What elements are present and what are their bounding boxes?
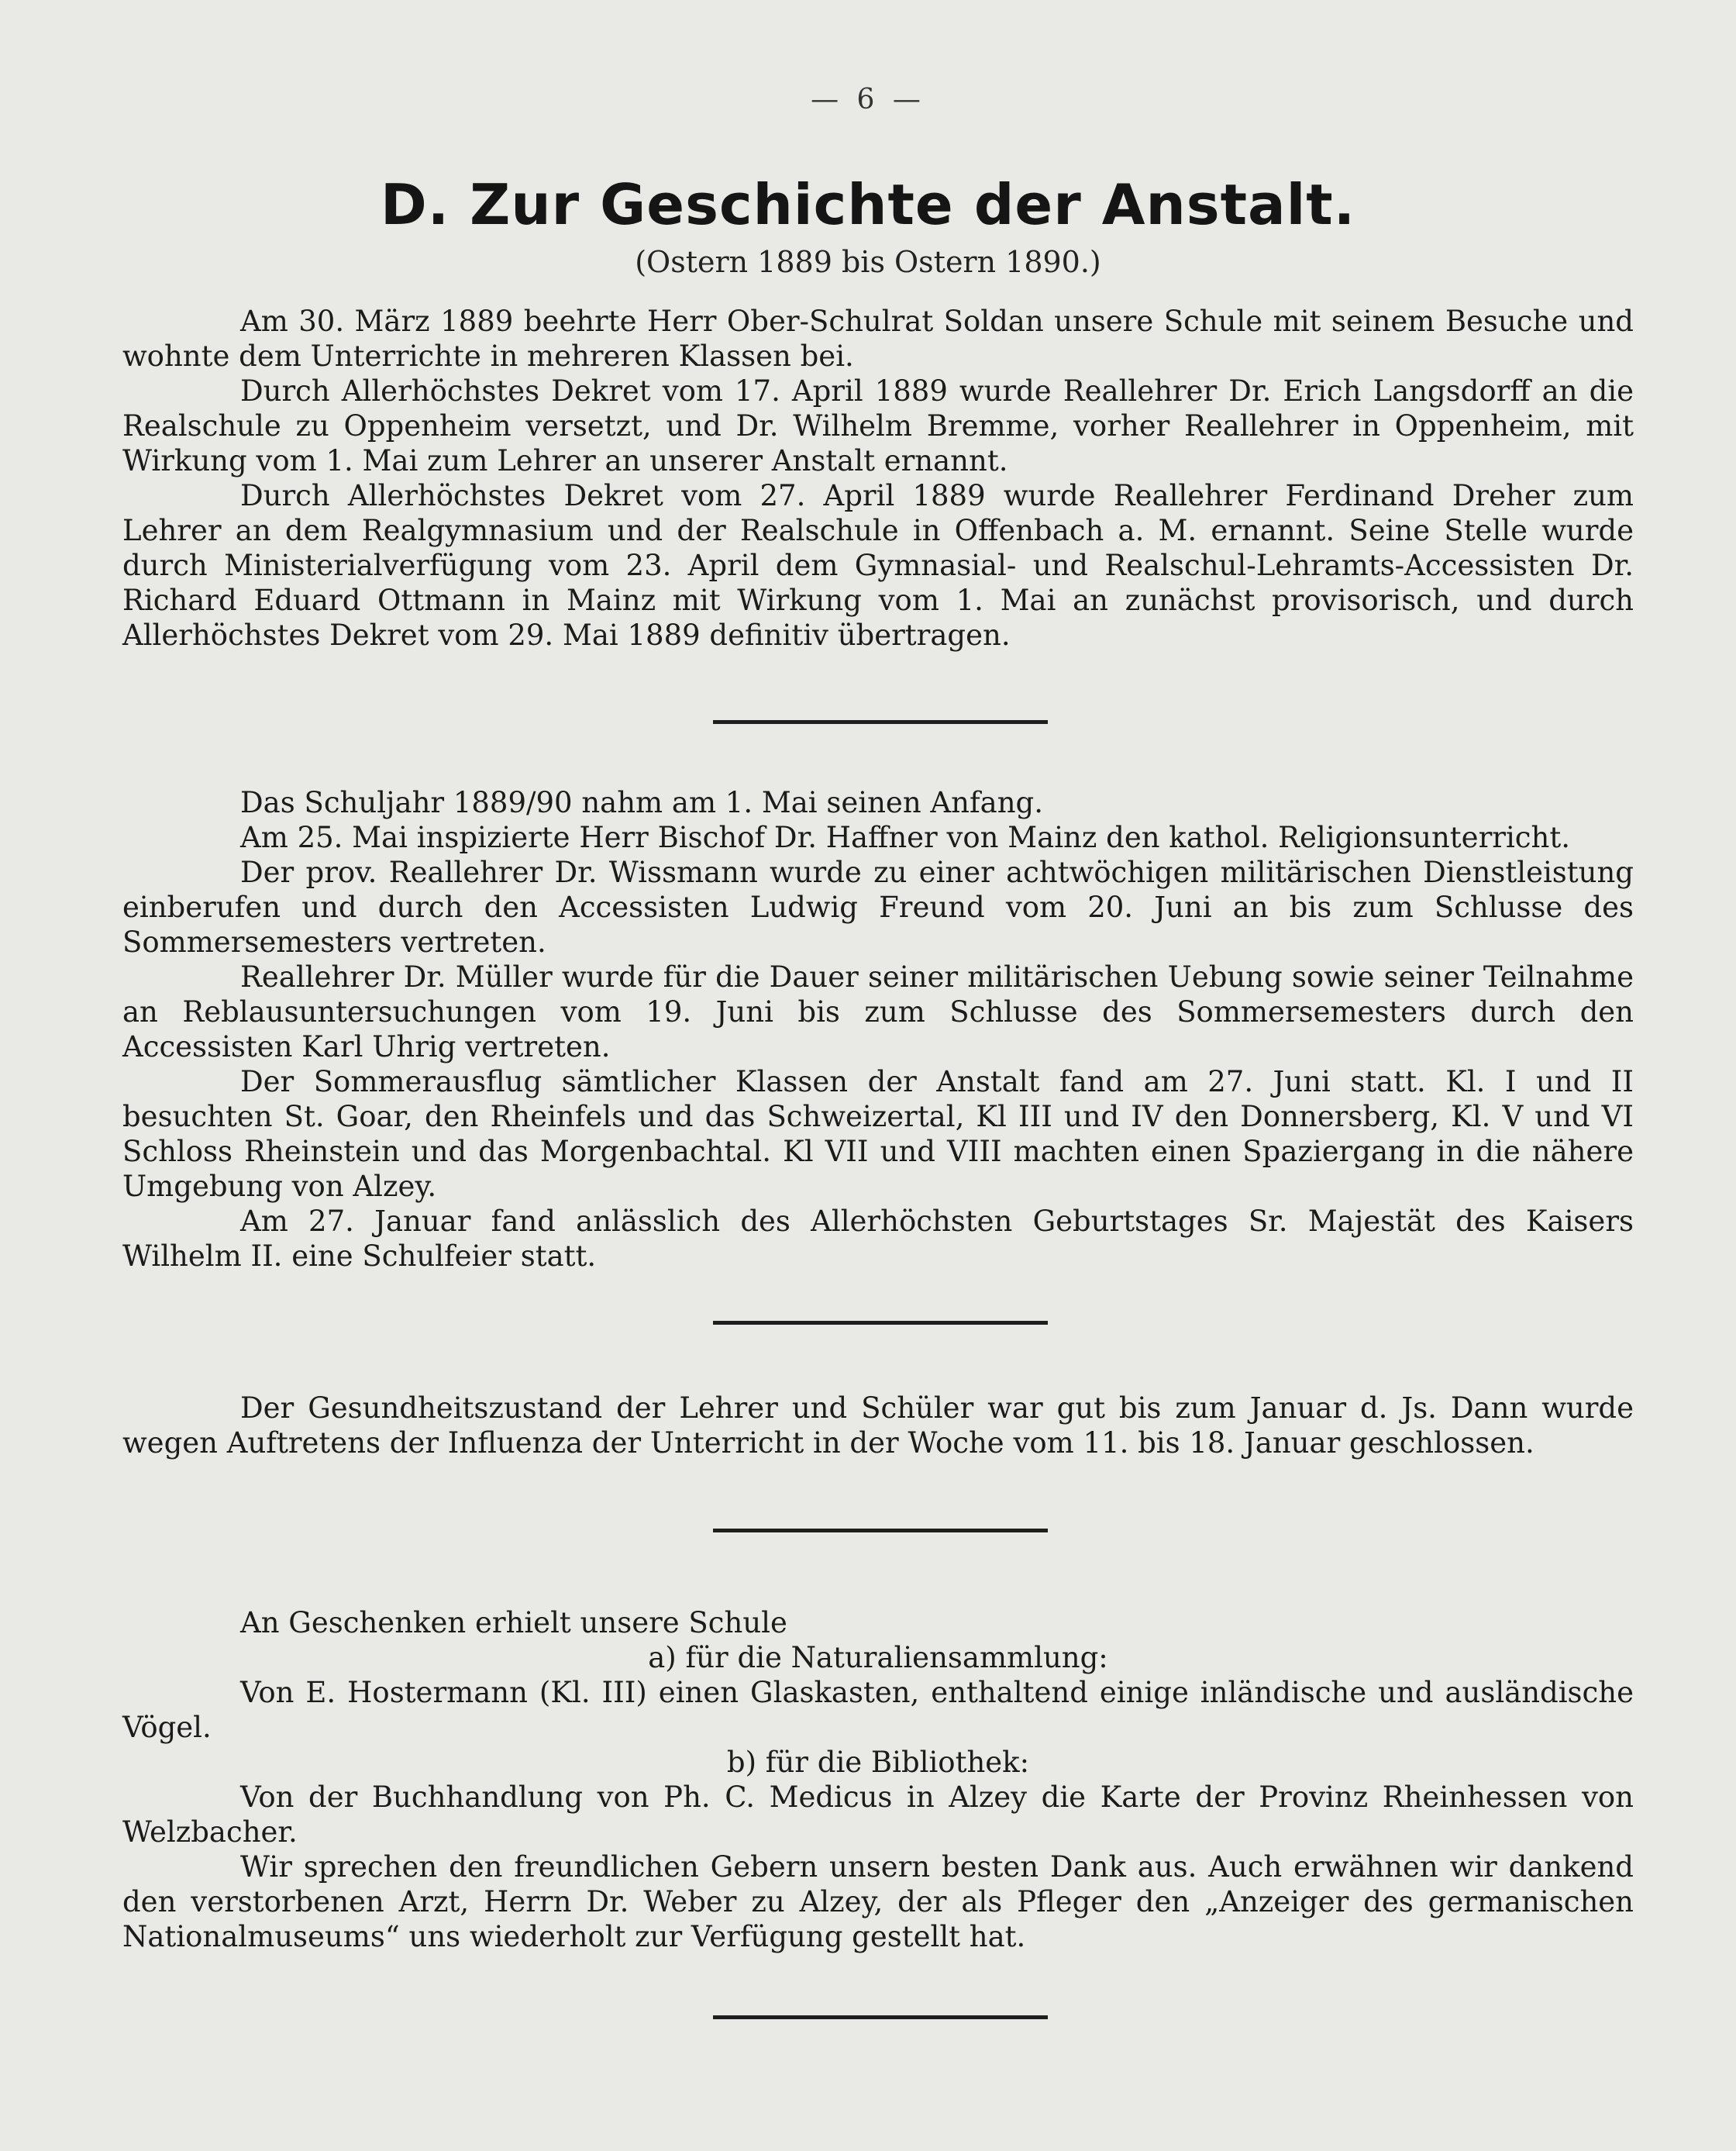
paragraph: Reallehrer Dr. Müller wurde für die Dauer seiner militärischen Uebung sowie seiner Teilnahme an Reblausuntersuchungen vom 19. Juni bis zum Schlusse des Sommersemesters durch den Accessisten Karl Uhrig vertreten. bbox=[122, 960, 1634, 1063]
section-staff-changes bbox=[122, 304, 1634, 653]
paragraph: Am 27. Januar fand anlässlich des Allerhöchsten Geburtstages Sr. Majestät des Kaisers Wilhelm II. eine Schulfeier statt. bbox=[122, 1205, 1634, 1273]
paragraph: Wir sprechen den freundlichen Gebern unsern besten Dank aus. Auch erwähnen wir dankend den verstorbenen Arzt, Herrn Dr. Weber zu Alzey, der als Pfleger den „Anzeiger des germanischen Nationalmuseums“ uns wiederholt zur Verfügung gestellt hat. bbox=[122, 1850, 1634, 1953]
subheading-natural-collection: a) für die Naturaliensammlung: bbox=[648, 1641, 1108, 1674]
paragraph: Das Schuljahr 1889/90 nahm am 1. Mai seinen Anfang. bbox=[240, 786, 1043, 819]
section-gifts bbox=[122, 1605, 1634, 1954]
section-school-year bbox=[122, 785, 1634, 1274]
paragraph: Der Gesundheitszustand der Lehrer und Schüler war gut bis zum Januar d. Js. Dann wurde wegen Auftretens der Influenza der Unterricht in der Woche vom 11. bis 18. Januar geschlossen. bbox=[122, 1391, 1634, 1460]
separator-rule bbox=[713, 720, 1048, 724]
paragraph: Am 30. März 1889 beehrte Herr Ober-Schulrat Soldan unsere Schule mit seinem Besuche und wohnte dem Unterrichte in mehreren Klassen bei. bbox=[122, 305, 1634, 373]
paragraph: Am 25. Mai inspizierte Herr Bischof Dr. Haffner von Mainz den kathol. Religionsunterricht. bbox=[240, 821, 1570, 854]
page-number: — 6 — bbox=[811, 84, 925, 115]
separator-rule bbox=[713, 2015, 1048, 2019]
subheading-library: b) für die Bibliothek: bbox=[726, 1746, 1030, 1779]
separator-rule bbox=[713, 1529, 1048, 1532]
section-heading: D. Zur Geschichte der Anstalt. bbox=[380, 172, 1356, 237]
paragraph: Durch Allerhöchstes Dekret vom 27. April 1889 wurde Reallehrer Ferdinand Dreher zum Lehrer an dem Realgymnasium und der Realschule in Offenbach a. M. ernannt. Seine Stelle wurde durch Ministerialverfügung vom 23. April dem Gymnasial- und Realschul-Lehramts-Accessisten Dr. Richard Eduard Ottmann in Mainz mit Wirkung vom 1. Mai an zunächst provisorisch, und durch Allerhöchstes Dekret vom 29. Mai 1889 definitiv übertragen. bbox=[122, 479, 1634, 652]
section-subheading: (Ostern 1889 bis Ostern 1890.) bbox=[635, 245, 1101, 279]
section-health bbox=[122, 1391, 1634, 1460]
paragraph: Der prov. Reallehrer Dr. Wissmann wurde zu einer achtwöchigen militärischen Dienstleistung einberufen und durch den Accessisten Ludwig Freund vom 20. Juni an bis zum Schlusse des Sommersemesters vertreten. bbox=[122, 856, 1634, 959]
separator-rule bbox=[713, 1321, 1048, 1325]
paragraph: An Geschenken erhielt unsere Schule bbox=[240, 1606, 787, 1639]
paragraph: Von E. Hostermann (Kl. III) einen Glaskasten, enthaltend einige inländische und ausländische Vögel. bbox=[122, 1676, 1634, 1744]
paragraph: Der Sommerausflug sämtlicher Klassen der Anstalt fand am 27. Juni statt. Kl. I und II besuchten St. Goar, den Rheinfels und das Schweizertal, Kl III und IV den Donnersberg, Kl. V und VI Schloss Rheinstein und das Morgenbachtal. Kl VII und VIII machten einen Spaziergang in die nähere Umgebung von Alzey. bbox=[122, 1065, 1634, 1203]
paragraph: Von der Buchhandlung von Ph. C. Medicus in Alzey die Karte der Provinz Rheinhessen von Welzbacher. bbox=[122, 1780, 1634, 1849]
paragraph: Durch Allerhöchstes Dekret vom 17. April 1889 wurde Reallehrer Dr. Erich Langsdorff an die Realschule zu Oppenheim versetzt, und Dr. Wilhelm Bremme, vorher Reallehrer in Oppenheim, mit Wirkung vom 1. Mai zum Lehrer an unserer Anstalt ernannt. bbox=[122, 374, 1634, 477]
